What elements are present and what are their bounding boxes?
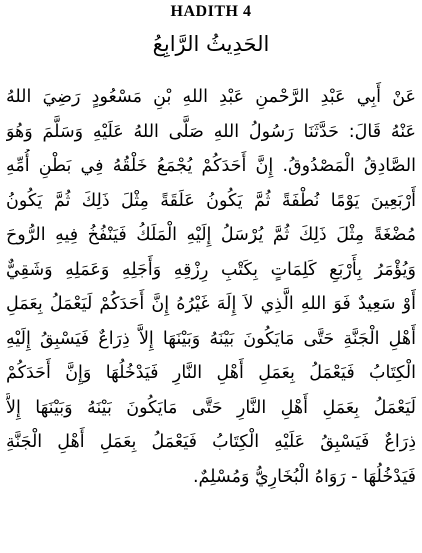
text-line: ذِرَاعٌ فَيَسْبِقُ عَلَيْهِ الْكِتَابُ فَيَعْمَلُ بِعَمَلِ أَهْلِ الْجَنَّةِ — [6, 432, 416, 452]
text-line: وَيُؤْمَرُ بِأَرْبَعِ كَلِمَاتٍ بِكَتْبِ رِزْقِهِ وَأَجَلِهِ وَعَمَلِهِ وَشَقِيٌّ — [6, 259, 416, 280]
text-line: عَنْ أَبِي عَبْدِ الرَّحْمنِ عَبْدِ اللهِ بْنِ مَسْعُودٍ رَضِيَ اللهُ — [6, 87, 416, 107]
text-line: أَرْبَعِينَ يَوْمًا نُطْفَةً ثُمَّ يَكُونُ عَلَقَةً مِثْلَ ذَلِكَ ثُمَّ يَكُونُ — [6, 190, 416, 211]
text-line: مُضْغَةً مِثْلَ ذَلِكَ ثُمَّ يُرْسَلُ إِلَيْهِ الْمَلَكُ فَيَنْفُخُ فِيهِ الرُّوحَ — [6, 225, 416, 245]
text-line: لَيَعْمَلُ بِعَمَلِ أَهْلِ النَّارِ حَتَّى مَايَكُونَ بَيْنَهُ وَبَيْنَهَا إِلاَّ — [6, 397, 416, 418]
text-line: أَوْ سَعِيدٌ فَوَ اللهِ الَّذِي لاَ إِلَهَ غَيْرُهُ إِنَّ أَحَدَكُمْ لَيَعْمَلُ بِعَمَلِ — [6, 294, 416, 314]
hadith-number-heading: HADITH 4 — [170, 3, 252, 20]
hadith-text — [6, 80, 416, 494]
text-line: عَنْهُ قَالَ: حَدَّثَنَا رَسُولُ اللهِ صَلَّى اللهُ عَلَيْهِ وَسَلَّمَ وَهُوَ — [6, 121, 416, 142]
text-line: الْكِتَابُ فَيَعْمَلُ بِعَمَلِ أَهْلِ النَّارِ فَيَدْخُلُهَا وَإِنَّ أَحَدَكُمْ — [6, 363, 416, 383]
text-line-final: فَيَدْخُلُهَا - رَوَاهُ الْبُخَارِيُّ وَمُسْلِمٌ. — [192, 466, 416, 487]
arabic-title: الحَدِيثُ الرَّابِعُ — [152, 32, 270, 56]
text-line: أَهْلِ الْجَنَّةِ حَتَّى مَايَكُونَ بَيْنَهُ وَبَيْنَهَا إِلاَّ ذِرَاعٌ فَيَسْبِقُ إِلَيْهِ — [6, 328, 416, 349]
text-line: الصَّادِقُ الْمَصْدُوقُ. إِنَّ أَحَدَكُمْ يُجْمَعُ خَلْقُهُ فِي بَطْنِ أُمِّهِ — [6, 156, 416, 176]
